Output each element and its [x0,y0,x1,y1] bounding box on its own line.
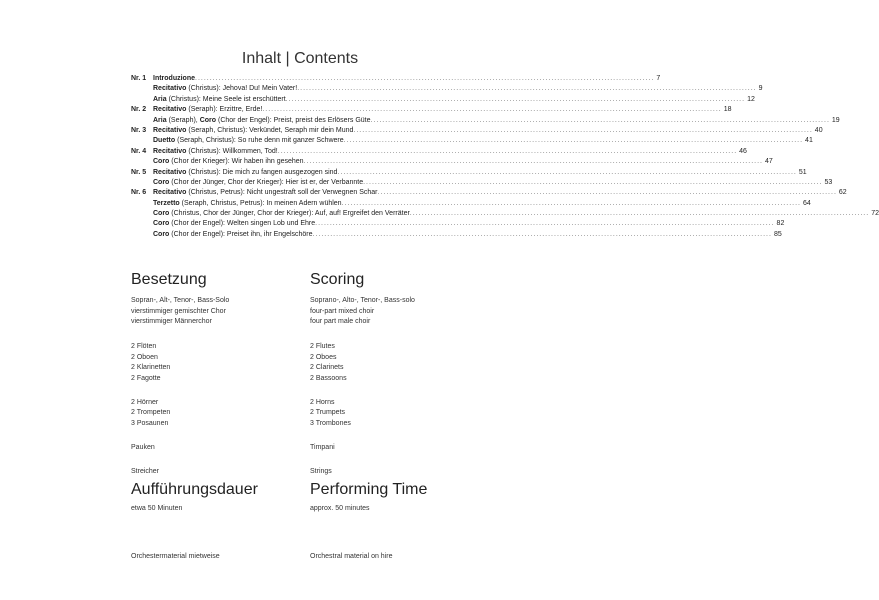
toc-description: (Christus): Jehova! Du! Mein Vater! [186,85,298,93]
besetzung-section [131,270,301,477]
toc-number: Nr. 2 [131,106,147,114]
toc-description: (Christus, Petrus): Nicht ungestraft soll der Verwegnen Schar [186,189,378,197]
toc-movement-type: Recitativo [153,126,187,134]
toc-page-number: 64 [802,199,811,207]
toc-entry [131,188,847,198]
voice-line: vierstimmiger Männerchor [131,318,212,325]
toc-leader-dots [262,105,721,115]
toc-movement-type: Recitativo [153,85,187,93]
duration-en-section [310,480,480,515]
instrument-line: 3 Trombones [310,419,351,427]
instrument-line: 2 Flutes [310,343,335,350]
toc-description: (Christus): Die mich zu fangen ausgezogen sind [186,168,338,176]
toc-movement-type: Recitativo [153,168,187,176]
toc-movement-type: Coro [153,210,170,218]
toc-page-number: 7 [656,75,661,82]
toc-entry [131,84,763,94]
toc-entry [131,209,879,219]
toc-description: (Seraph, Christus): Verkündet, Seraph mir dein Mund [186,126,354,134]
toc-leader-dots [297,84,756,94]
toc-movement-type: Terzetto [153,199,180,207]
toc-entry [131,126,823,136]
material-en [310,552,480,563]
instrument-line: 2 Trumpets [310,409,346,416]
toc-description: (Christus): Willkommen, Tod! [186,147,278,155]
instrument-line: 2 Horns [310,398,335,406]
toc-number: Nr. 1 [131,75,147,82]
toc-description: (Seraph): Erzittre, Erde! [186,106,263,114]
toc-entry [131,168,807,178]
toc-leader-dots [286,95,745,105]
scoring-section [310,270,480,477]
toc-leader-dots [363,178,822,188]
toc-page-number: 82 [776,220,785,228]
toc-movement-type: Coro [153,220,170,228]
instrument-line: 2 Oboen [131,353,158,361]
toc-movement-type: Introduzione [153,75,195,82]
instrument-line: 3 Posaunen [131,419,169,427]
toc-leader-dots [371,116,830,126]
toc-number: Nr. 5 [131,168,147,176]
toc-entry [131,157,773,167]
toc-description: (Chor der Engel): Preist, preist des Erlösers Güte [216,116,371,124]
toc-entry [131,178,833,188]
toc-movement-type: Recitativo [153,189,187,197]
toc-page-number: 47 [764,158,773,166]
toc-description: (Chor der Krieger): Wir haben ihn gesehen [169,158,304,166]
toc-entry [131,219,785,229]
toc-page-number: 51 [798,168,807,176]
toc-page-number: 53 [824,178,833,186]
instrument-line: Streicher [131,467,160,475]
toc-movement-type: Coro [153,158,170,166]
toc-leader-dots [195,74,654,84]
toc-description: (Chor der Engel): Welten singen Lob und Ehre [169,220,316,228]
scoring-heading: Scoring [310,271,365,288]
toc-page-number: 62 [838,189,847,197]
material-text: Orchestermaterial mietweise [131,553,220,560]
material-de [131,552,301,563]
toc-leader-dots [378,188,837,198]
toc-movement-type: Coro [153,178,170,186]
instrument-line: 2 Hörner [131,398,159,406]
toc-entry [131,199,811,209]
toc-entry [131,136,813,146]
toc-description: (Seraph), [166,116,200,124]
duration-de-heading: Aufführungsdauer [131,481,258,498]
instrument-line: 2 Clarinets [310,364,344,371]
toc-entry [131,105,732,115]
toc-entry [131,95,755,105]
toc-page-number: 41 [805,137,813,145]
toc-movement-type: Aria [153,95,167,103]
toc-page-number: 46 [739,147,747,155]
toc-number: Nr. 4 [131,147,147,155]
instrument-line: Strings [310,467,332,475]
instrument-line: 2 Oboes [310,353,337,361]
instrument-line: 2 Klarinetten [131,364,171,371]
duration-value: etwa 50 Minuten [131,505,183,512]
toc-number: Nr. 6 [131,189,147,197]
toc-leader-dots [342,199,801,209]
toc-leader-dots [304,157,763,167]
toc-movement-type: Coro [199,116,217,124]
toc-leader-dots [313,230,772,240]
table-of-contents [131,74,879,240]
toc-leader-dots [315,219,774,229]
toc-page-number: 85 [773,230,782,238]
toc-page-number: 9 [758,85,763,93]
voice-line: Soprano-, Alto-, Tenor-, Bass-solo [310,297,415,304]
toc-leader-dots [344,136,803,146]
voice-line: vierstimmiger gemischter Chor [131,307,226,315]
toc-page-number: 19 [831,116,840,124]
voice-line: four-part mixed choir [310,307,375,315]
instrument-line: 2 Flöten [131,343,157,350]
toc-movement-type: Duetto [153,137,176,145]
toc-movement-type: Aria [153,116,167,124]
voice-line: Sopran-, Alt-, Tenor-, Bass-Solo [131,297,230,304]
toc-entry [131,230,782,240]
toc-movement-type: Recitativo [153,147,187,155]
contents-title: Inhalt | Contents [241,50,359,67]
toc-entry [131,74,661,84]
duration-en-heading: Performing Time [310,481,428,498]
toc-entry [131,116,840,126]
toc-leader-dots [278,147,737,157]
toc-leader-dots [353,126,812,136]
toc-description: (Christus): Meine Seele ist erschüttert [166,95,286,103]
toc-page-number: 40 [814,126,823,134]
toc-description: (Chor der Engel): Preiset ihn, ihr Engelschöre [169,230,313,238]
instrument-line: 2 Fagotte [131,374,161,382]
toc-description: (Seraph, Christus, Petrus): In meinen Adern wühlen [179,199,342,207]
instrument-line: 2 Trompeten [131,409,171,416]
instrument-line: Timpani [310,443,335,451]
toc-description: (Chor der Jünger, Chor der Krieger): Hier ist er, der Verbannte [169,178,364,186]
toc-number: Nr. 3 [131,126,147,134]
toc-description: (Seraph, Christus): So ruhe denn mit ganzer Schwere [175,137,344,145]
toc-movement-type: Coro [153,230,170,238]
duration-de-section [131,480,301,515]
instrument-line: 2 Bassoons [310,374,347,382]
toc-leader-dots [337,168,796,178]
toc-entry [131,147,747,157]
toc-page-number: 72 [871,210,879,218]
toc-page-number: 18 [723,106,732,114]
toc-description: (Christus, Chor der Jünger, Chor der Krieger): Auf, auf! Ergreifet den Verräter [169,210,410,218]
toc-leader-dots [410,209,869,219]
toc-page-number: 12 [747,95,755,103]
toc-movement-type: Recitativo [153,106,187,114]
material-text: Orchestral material on hire [310,553,393,560]
duration-value: approx. 50 minutes [310,505,370,512]
besetzung-heading: Besetzung [131,271,207,288]
voice-line: four part male choir [310,318,371,325]
instrument-line: Pauken [131,443,155,451]
